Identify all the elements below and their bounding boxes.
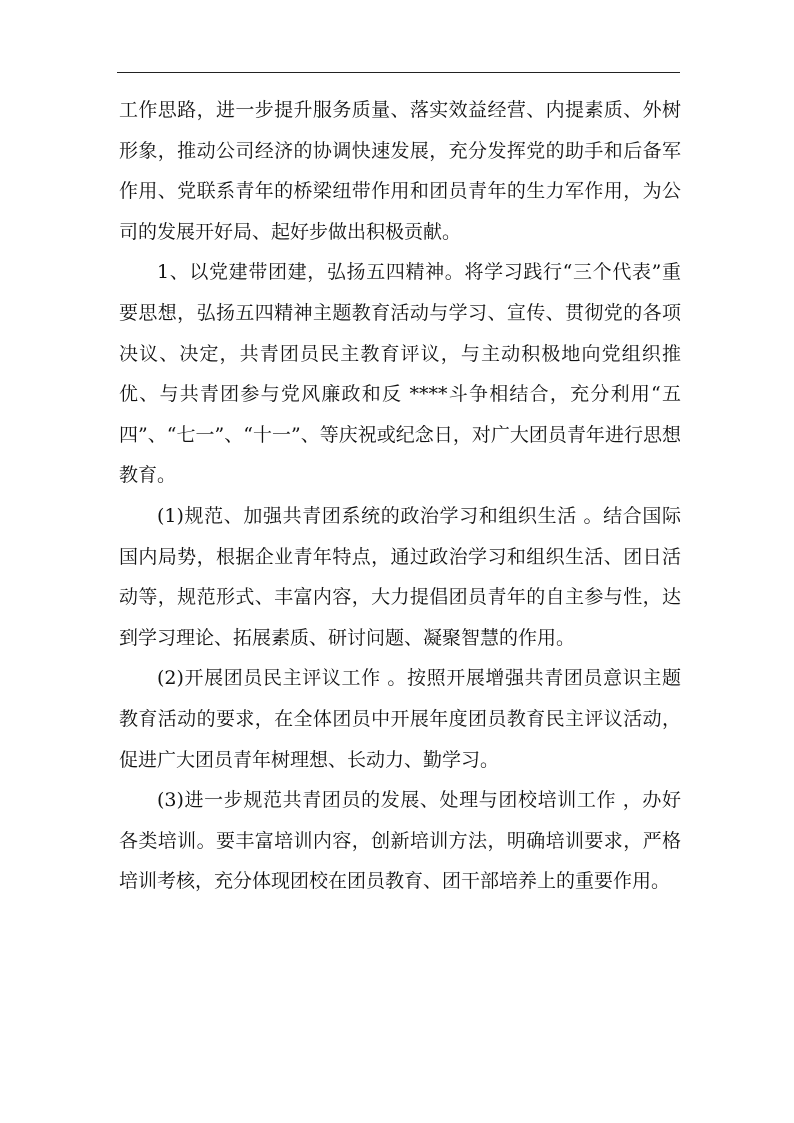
paragraph-subitem-1: (1)规范、加强共青团系统的政治学习和组织生活 。结合国际国内局势，根据企业青年特点，通过政治学习和组织生活、团日活动等，规范形式、丰富内容，大力提倡团员青年的自主参与性，达到学习理论、拓展素质、研讨问题、凝聚智慧的作用。 <box>119 504 681 649</box>
paragraph-continuation: 工作思路，进一步提升服务质量、落实效益经营、内提素质、外树形象，推动公司经济的协调快速发展，充分发挥党的助手和后备军作用、党联系青年的桥梁纽带作用和团员青年的生力军作用，为公司的发展开好局、起好步做出积极贡献。 <box>119 99 681 243</box>
paragraph-item-1: 1、以党建带团建，弘扬五四精神。将学习践行“三个代表”重要思想，弘扬五四精神主题教育活动与学习、宣传、贯彻党的各项决议、决定，共青团员民主教育评议，与主动积极地向党组织推优、与共青团参与党风廉政和反 ****斗争相结合，充分利用“五四”、“七一”、“十一”、等庆祝或纪念日，对广大团员青年进行思想教育。 <box>119 261 681 487</box>
paragraph-subitem-3: (3)进一步规范共青团员的发展、处理与团校培训工作 ，办好各类培训。要丰富培训内容，创新培训方法，明确培训要求，严格培训考核，充分体现团校在团员教育、团干部培养上的重要作用。 <box>119 789 681 893</box>
document-body <box>119 90 681 902</box>
header-rule <box>117 72 680 73</box>
paragraph-subitem-2: (2)开展团员民主评议工作 。按照开展增强共青团员意识主题教育活动的要求，在全体团员中开展年度团员教育民主评议活动，促进广大团员青年树理想、长动力、勤学习。 <box>119 667 681 771</box>
